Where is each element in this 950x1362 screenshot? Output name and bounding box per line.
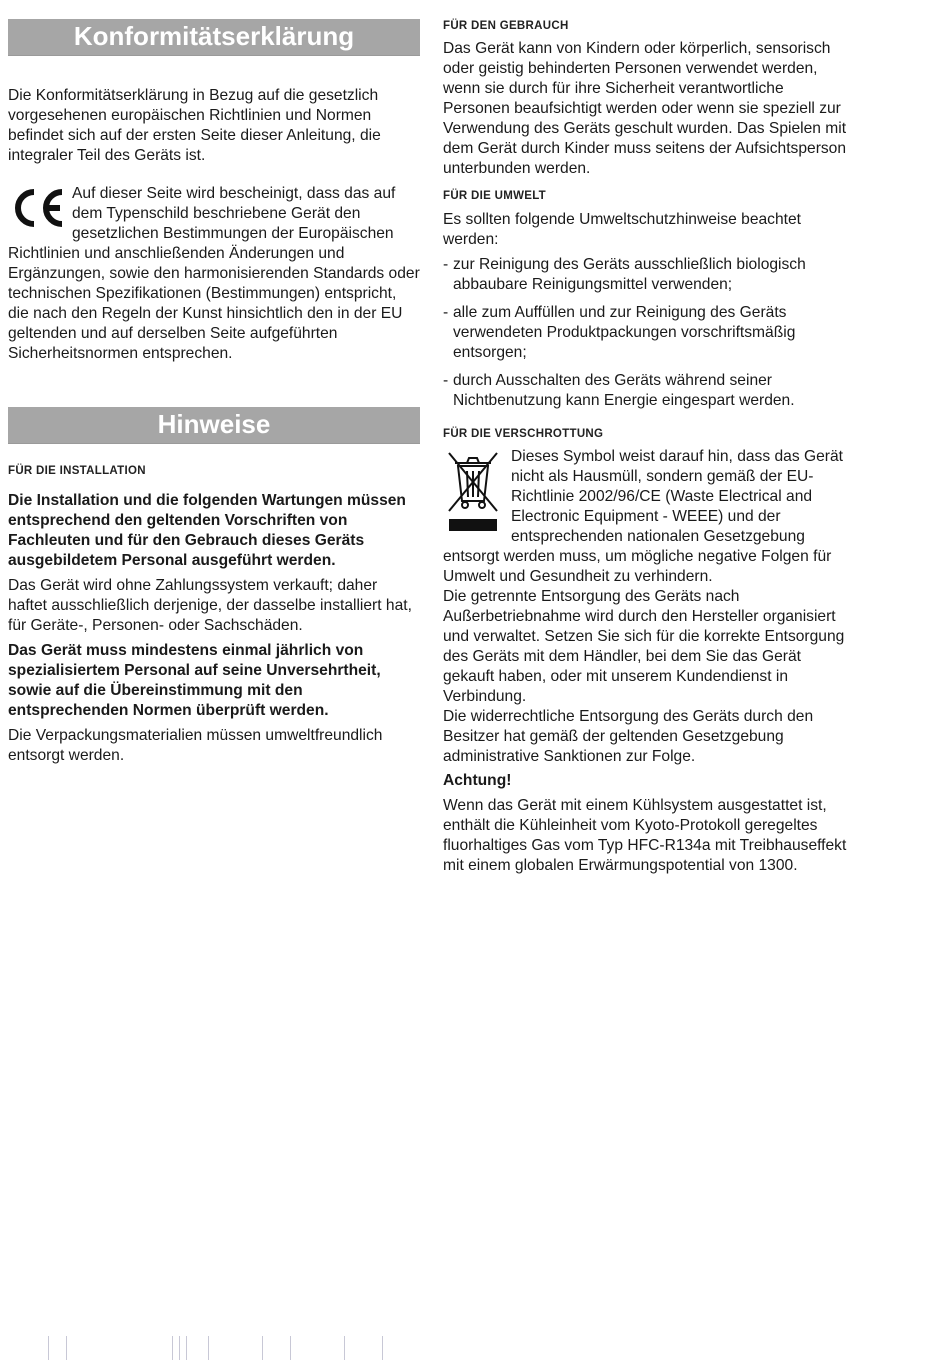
environment-bullet-text: alle zum Auffüllen und zur Reinigung des Geräts verwendeten Produktpackungen vorschriftsmäßig entsorgen; bbox=[453, 304, 796, 361]
bullet-dash: - bbox=[443, 256, 449, 273]
environment-bullet-text: durch Ausschalten des Geräts während seiner Nichtbenutzung kann Energie eingespart werden. bbox=[453, 372, 795, 409]
installation-paragraph-1: Die Installation und die folgenden Wartungen müssen entsprechend den geltenden Vorschriften von Fachleuten und für den Gebrauch dieses Geräts ausgebildetem Personal ausgeführt werden. bbox=[8, 492, 406, 569]
ce-mark-icon bbox=[10, 186, 68, 230]
environment-bullet bbox=[443, 303, 853, 363]
bullet-dash: - bbox=[443, 304, 449, 321]
attention-text: Wenn das Gerät mit einem Kühlsystem ausgestattet ist, enthält die Kühleinheit vom Kyoto-Protokoll geregeltes fluorhaltiges Gas vom Typ HFC-R134a mit Treibhauseffekt mit einem globalen Erwärmungspotential von 1300. bbox=[443, 797, 847, 874]
crossed-out-wheelie-bin-icon bbox=[445, 449, 501, 539]
environment-bullet-text: zur Reinigung des Geräts ausschließlich biologisch abbaubare Reinigungsmittel verwenden; bbox=[453, 256, 806, 293]
conformity-intro: Die Konformitätserklärung in Bezug auf die gesetzlich vorgesehenen europäischen Richtlinien und Normen befindet sich auf der ersten Seite dieser Anleitung, die integraler Teil des Geräts ist. bbox=[8, 87, 381, 164]
installation-paragraph-2: Das Gerät wird ohne Zahlungssystem verkauft; daher haftet ausschließlich derjenige, der dasselbe installiert hat, für Geräte-, Personen- oder Sachschäden. bbox=[8, 577, 412, 634]
scrapping-paragraph-3: Die widerrechtliche Entsorgung des Geräts durch den Besitzer hat gemäß der geltenden Gesetzgebung administrative Sanktionen zur Folge. bbox=[443, 708, 814, 765]
ce-declaration bbox=[8, 184, 420, 364]
right-column bbox=[443, 0, 853, 876]
installation-paragraph-4: Die Verpackungsmaterialien müssen umweltfreundlich entsorgt werden. bbox=[8, 727, 383, 764]
environment-heading: FÜR DIE UMWELT bbox=[443, 190, 546, 202]
scrapping-paragraph-1: Dieses Symbol weist darauf hin, dass das Gerät nicht als Hausmüll, sondern gemäß der EU-Richtlinie 2002/96/CE (Waste Electrical and Electronic Equipment - WEEE) und der entsprechenden nationalen Gesetzgebung entsorgt werden muss, um mögliche negative Folgen für Umwelt und Gesundheit zu verhindern. bbox=[443, 448, 843, 585]
environment-intro: Es sollten folgende Umweltschutzhinweise beachtet werden: bbox=[443, 211, 801, 248]
weee-section bbox=[443, 447, 853, 767]
environment-bullet bbox=[443, 371, 853, 411]
use-heading: FÜR DEN GEBRAUCH bbox=[443, 20, 569, 32]
scrapping-heading: FÜR DIE VERSCHROTTUNG bbox=[443, 428, 604, 440]
installation-heading: FÜR DIE INSTALLATION bbox=[8, 465, 146, 477]
print-marks bbox=[40, 1336, 400, 1360]
installation-paragraph-3: Das Gerät muss mindestens einmal jährlich von spezialisiertem Personal auf seine Unversehrtheit, sowie auf die Übereinstimmung mit den entsprechenden Normen überprüft werden. bbox=[8, 642, 381, 719]
environment-bullet bbox=[443, 255, 853, 295]
use-text: Das Gerät kann von Kindern oder körperlich, sensorisch oder geistig behinderten Personen verwendet werden, wenn sie durch für ihre Sicherheit verantwortliche Personen beaufsichtigt werden oder wenn sie speziell zur Verwendung des Geräts geschult wurden. Das Spielen mit dem Gerät durch Kinder muss seitens der Aufsichtsperson unterbunden werden. bbox=[443, 40, 847, 177]
notes-banner: Hinweise bbox=[8, 407, 420, 444]
conformity-banner: Konformitätserklärung bbox=[8, 19, 420, 56]
ce-declaration-text: Auf dieser Seite wird bescheinigt, dass das auf dem Typenschild beschriebene Gerät den gesetzlichen Bestimmungen der Europäischen Richtlinien und anschließenden Änderungen und Ergänzungen, sowie den harmonisierenden Standards oder technischen Spezifikationen (Bestimmungen) entspricht, die nach den Regeln der Kunst hinsichtlich den in der EU geltenden und auf derselben Seite aufgeführten Sicherheitsnormen entsprechen. bbox=[8, 185, 420, 362]
left-column bbox=[8, 0, 420, 766]
bullet-dash: - bbox=[443, 372, 449, 389]
attention-label: Achtung! bbox=[443, 772, 512, 789]
scrapping-paragraph-2: Die getrennte Entsorgung des Geräts nach Außerbetriebnahme wird durch den Hersteller organisiert und verwaltet. Setzen Sie sich für die korrekte Entsorgung des Geräts mit dem Händler, bei dem Sie das Gerät gekauft haben, oder mit unserem Kundendienst in Verbindung. bbox=[443, 588, 845, 705]
